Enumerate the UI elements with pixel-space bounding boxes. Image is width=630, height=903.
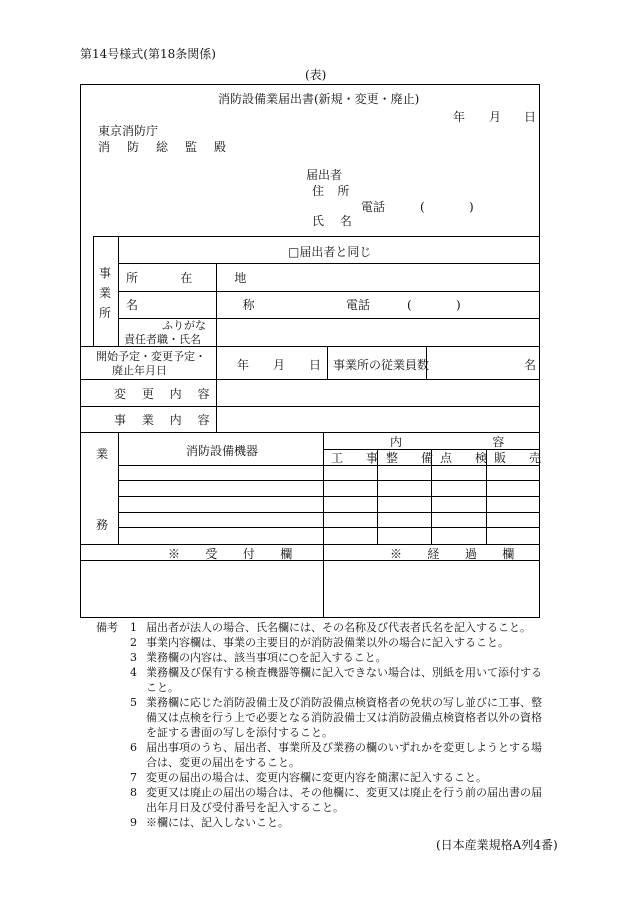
addressee-agency: 東京消防庁	[98, 124, 159, 138]
note-text: 業務欄及び保有する検査機器等欄に記入できない場合は、別紙を用いて添付すること。	[146, 666, 542, 694]
name-label: 氏 名	[312, 214, 358, 228]
note-item	[96, 785, 546, 815]
address-label: 住 所	[312, 184, 355, 198]
col-inspection: 点 検	[440, 451, 497, 465]
duties-vertical-bottom: 務	[96, 518, 109, 532]
responsible-field[interactable]	[218, 320, 538, 344]
change-content-label: 変 更 内 容	[114, 387, 216, 401]
notes-heading: 備考	[96, 621, 118, 634]
row-line-name	[118, 291, 540, 292]
date-day: 日	[524, 110, 537, 124]
side-label: (表)	[305, 68, 327, 82]
note-text: 届出者が法人の場合、氏名欄には、その名称及び代表者氏名を記入すること。	[146, 621, 531, 634]
change-content-field[interactable]	[218, 381, 538, 405]
note-item	[96, 695, 546, 740]
note-number: 5	[130, 696, 137, 709]
row-line-change	[80, 379, 540, 380]
row-line-duties	[80, 432, 540, 433]
row-line-business	[80, 406, 540, 407]
col-sales: 販 売	[494, 451, 551, 465]
phone-paren-close: )	[469, 200, 474, 214]
office-phone-open: (	[407, 298, 412, 312]
duty-row-line-5	[118, 527, 540, 528]
office-name-field[interactable]	[218, 293, 338, 317]
employees-left-line	[327, 346, 328, 379]
date-year: 年	[453, 110, 466, 124]
note-number: 3	[130, 651, 137, 664]
schedule-divider	[216, 346, 217, 432]
reception-header: ※ 受 付 欄	[168, 547, 304, 561]
duty-row-line-1	[118, 465, 540, 466]
office-vertical-3: 所	[99, 306, 112, 320]
schedule-label-2: 廃止年月日	[112, 364, 167, 377]
note-text: 変更又は廃止の届出の場合は、その他欄に、変更又は廃止を行う前の届出書の届出年月日及び受付番号を記入すること。	[146, 786, 542, 814]
phone-paren-open: (	[420, 200, 425, 214]
progress-header: ※ 経 過 欄	[390, 547, 526, 561]
col-maintenance: 整 備	[386, 451, 443, 465]
office-left-line	[93, 236, 94, 346]
note-text: 業務欄の内容は、該当事項に○を記入すること。	[146, 651, 387, 664]
note-number: 6	[130, 741, 137, 754]
schedule-day: 日	[309, 358, 322, 372]
form-title: 消防設備業届出書(新規・変更・廃止)	[218, 92, 420, 106]
note-text: 事業内容欄は、事業の主要目的が消防設備業以外の場合に記入すること。	[146, 636, 509, 649]
row-line-location	[118, 263, 540, 264]
business-content-field[interactable]	[218, 408, 538, 431]
schedule-month: 月	[273, 358, 286, 372]
employees-right-line	[426, 346, 427, 379]
row-line-schedule	[80, 346, 540, 347]
date-month: 月	[489, 110, 502, 124]
duty-row-line-2	[118, 480, 540, 481]
note-number: 8	[130, 786, 137, 799]
addressee-title: 消 防 総 監 殿	[98, 140, 233, 154]
duty-row-line-3	[118, 496, 540, 497]
row-line-reception	[80, 544, 540, 545]
duty-row-line-4	[118, 512, 540, 513]
equipment-header: 消防設備機器	[186, 444, 259, 458]
note-item	[96, 815, 546, 830]
note-text: 変更の届出の場合は、変更内容欄に変更内容を簡潔に記入すること。	[146, 771, 487, 784]
note-number: 7	[130, 771, 137, 784]
note-item	[96, 770, 546, 785]
notifier-label: 届出者	[306, 168, 343, 182]
phone-label: 電話	[361, 200, 386, 214]
office-name-label: 名 称	[126, 298, 306, 312]
employees-field[interactable]	[428, 348, 520, 377]
note-number: 2	[130, 636, 137, 649]
same-as-notifier-checkbox[interactable]: □届出者と同じ	[288, 245, 372, 259]
note-item	[96, 665, 546, 695]
location-label: 所 在 地	[126, 271, 266, 285]
schedule-year: 年	[237, 358, 250, 372]
reception-header-line	[80, 560, 540, 561]
office-phone-label: 電話	[346, 298, 371, 312]
note-text: 届出事項のうち、届出者、事業所及び業務の欄のいずれかを変更しようとする場合は、変更の届出をすること。	[146, 741, 542, 769]
note-item	[96, 740, 546, 770]
location-field[interactable]	[218, 265, 538, 289]
note-item	[96, 635, 546, 650]
responsible-label: 責任者職・氏名	[124, 333, 201, 346]
note-item	[96, 650, 546, 665]
note-number: 4	[130, 666, 137, 679]
note-item	[96, 620, 546, 635]
notes-section	[96, 620, 546, 830]
col-construction: 工 事	[331, 451, 388, 465]
schedule-label-1: 開始予定・変更予定・	[96, 350, 206, 363]
paper-standard: (日本産業規格A列4番)	[436, 838, 558, 852]
office-top-line	[93, 236, 540, 237]
equipment-content-divider	[323, 432, 324, 618]
office-phone-close: )	[456, 298, 461, 312]
furigana-label: ふりがな	[162, 319, 206, 332]
note-number: 9	[130, 816, 137, 829]
employees-unit: 名	[524, 358, 537, 372]
note-text: ※欄には、記入しないこと。	[146, 816, 289, 829]
office-vertical-1: 事	[99, 266, 112, 280]
business-content-label: 事 業 内 容	[114, 413, 216, 427]
employees-label: 事業所の従業員数	[333, 358, 430, 372]
note-text: 業務欄に応じた消防設備士及び消防設備点検資格者の免状の写し並びに工事、整備又は点検を行う上で必要となる消防設備士又は消防設備点検資格者以外の資格を証する書面の写しを添付すること。	[146, 696, 542, 739]
form-number: 第14号様式(第18条関係)	[80, 47, 216, 61]
duties-vertical-top: 業	[96, 447, 109, 461]
content-header: 内 容	[390, 435, 548, 449]
note-number: 1	[130, 621, 137, 634]
office-vertical-2: 業	[99, 286, 112, 300]
